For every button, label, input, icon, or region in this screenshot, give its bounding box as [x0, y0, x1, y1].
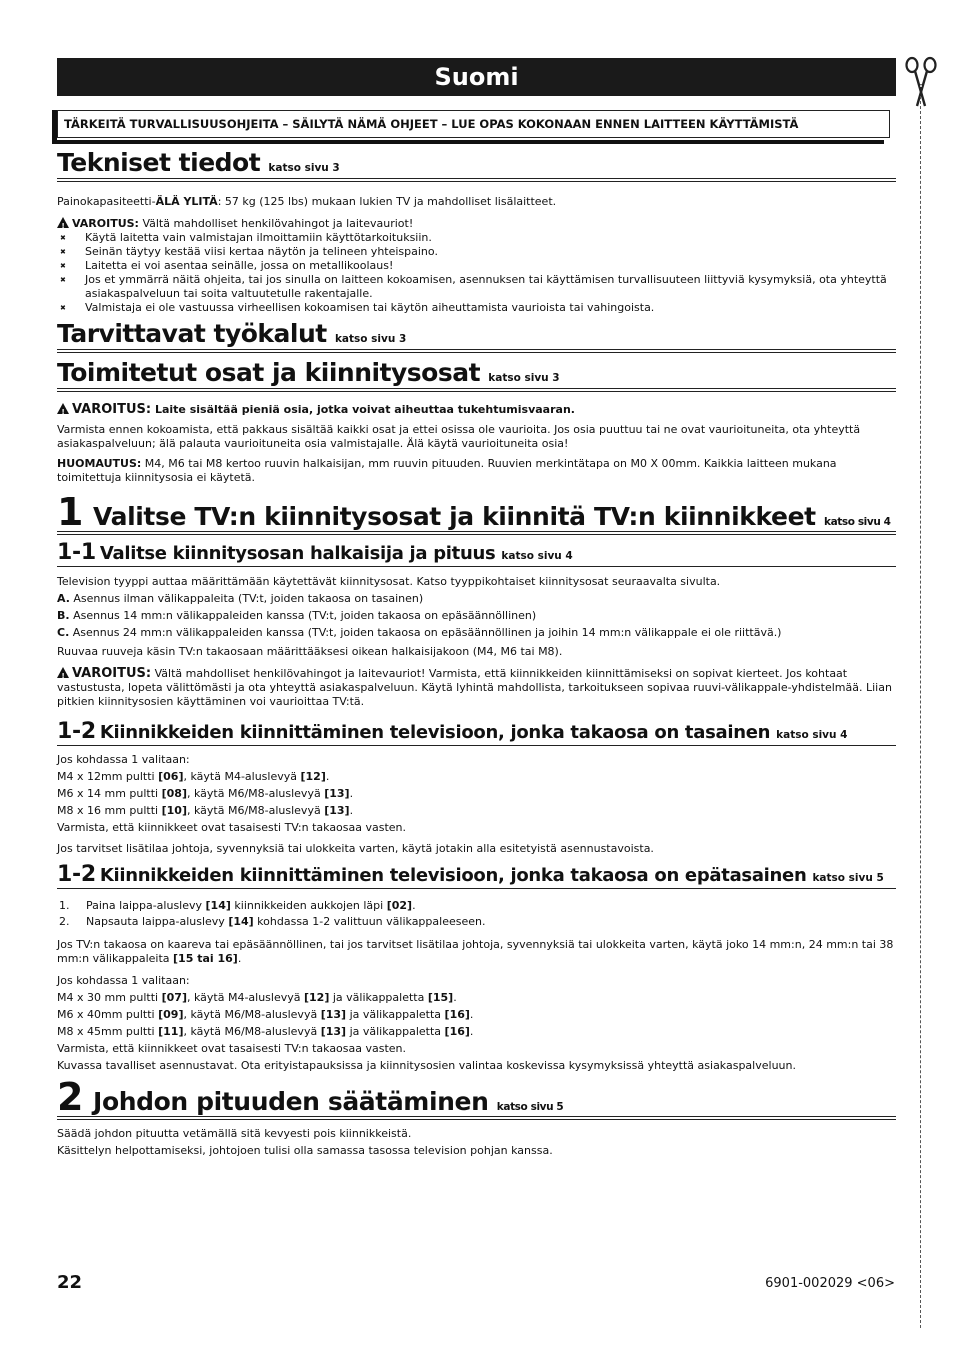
heading-tekniset: Tekniset tiedot katso sivu 3 — [57, 148, 340, 177]
heading-1-1: 1-1 Valitse kiinnitysosan halkaisija ja pituus katso sivu 4 — [57, 540, 896, 567]
option-c: C. Asennus 24 mm:n välikappaleiden kanssa (TV:t, joiden takaosa on epäsäännöllinen ja joihin 14 mm:n välikappale ei ole riittävä.) — [57, 626, 782, 639]
warning-1-1: !VAROITUS: Vältä mahdolliset henkilövahingot ja laitevauriot! Varmista, että kiinnikkeiden kiinnittämiseksi on sopivat kierteet. Jos kohtaat vastustusta, lopeta välittömästi ja ota yhteyttä asiakaspalveluun. Käytä lyhintä mahdollista, tarkoitukseen sopivaa ruuvi-välikappale-yhdistelmää. Liian pitkien kiinnitysosien käyttäminen voi vaurioittaa TV:tä. — [57, 667, 896, 709]
s12b-intro: Jos kohdassa 1 valitaan: — [57, 974, 190, 987]
s11-hand: Ruuvaa ruuveja käsin TV:n takaosaan määrittääksesi oikean halkaisijakoon (M4, M6 tai M8). — [57, 645, 563, 658]
capacity-text: Painokapasiteetti-ÄLÄ YLITÄ: 57 kg (125 lbs) mukaan lukien TV ja mahdolliset lisälaitteet. — [57, 195, 557, 208]
warning-icon — [57, 667, 69, 678]
tekniset-bullets — [57, 231, 896, 315]
step-number: 2 — [57, 1075, 84, 1119]
s12b-check: Varmista, että kiinnikkeet ovat tasaisesti TV:n takaosaa vasten. — [57, 1042, 407, 1055]
list-item: ✖ Valmistaja ei ole vastuussa virheellisen kokoamisen tai käytön aiheuttamista vaurioista tai vahingoista. — [57, 301, 896, 315]
heading-step1: 1 Valitse TV:n kiinnitysosat ja kiinnitä TV:n kiinnikkeet katso sivu 4 — [57, 497, 896, 532]
list-item: ✖ Jos et ymmärrä näitä ohjeita, tai jos sinulla on laitteen kokoamisen, asennuksen tai käyttämisen turvallisuuteen liittyviä kysymyksiä, ota yhteyttä asiakaspalveluun tai soita valtuutetulle rakentajalle. — [57, 273, 896, 301]
note-text: HUOMAUTUS: M4, M6 tai M8 kertoo ruuvin halkaisijan, mm ruuvin pituuden. Ruuvien merkintätapa on M0 X 00mm. Kaikkia laitteen mukana toimitettuja kiinnitysosia ei käytetä. — [57, 457, 837, 484]
page-ref: katso sivu 4 — [824, 516, 891, 528]
s12-extra: Jos tarvitset lisätilaa johtoja, syvennyksiä tai ulokkeita varten, käytä jotakin alla esitetyistä asennustavoista. — [57, 842, 654, 855]
page-number: 22 — [57, 1272, 83, 1293]
list-item: ✖ Seinän täytyy kestää viisi kertaa näytön ja telineen yhteispaino. — [57, 245, 896, 259]
section-toimitetut — [57, 358, 896, 389]
list-item: ✖ Käytä laitetta vain valmistajan ilmoittamiin käyttötarkoituksiin. — [57, 231, 896, 245]
page-ref: katso sivu 5 — [496, 1101, 564, 1113]
list-item: 1. Paina laippa-aluslevy [14] kiinnikkeiden aukkojen läpi [02]. — [59, 899, 416, 912]
page-ref: katso sivu 4 — [776, 729, 848, 741]
bolt-line: M4 x 30 mm pultti [07], käytä M4-aluslevyä [12] ja välikappaletta [15]. — [57, 991, 457, 1004]
option-b: B. Asennus 14 mm:n välikappaleiden kanssa (TV:t, joiden takaosa on epäsäännöllinen) — [57, 609, 537, 622]
heading-1-2-flat: 1-2 Kiinnikkeiden kiinnittäminen televisioon, jonka takaosa on tasainen katso sivu 4 — [57, 719, 896, 746]
safety-notice-text: TÄRKEITÄ TURVALLISUUSOHJEITA – SÄILYTÄ NÄMÄ OHJEET – LUE OPAS KOKONAAN ENNEN LAITTEEN KÄYTTÄMISTÄ — [64, 117, 799, 131]
bolt-line: M6 x 14 mm pultti [08], käytä M6/M8-aluslevyä [13]. — [57, 787, 354, 800]
s12b-steps — [57, 898, 896, 930]
warning-icon — [57, 217, 69, 228]
s12b-curved: Jos TV:n takaosa on kaareva tai epäsäännöllinen, tai jos tarvitset lisätilaa johtoja, syvennyksiä tai ulokkeita varten, käytä joko 14 mm:n, 24 mm:n tai 38 mm:n välikappaleita [15 tai 16]. — [57, 938, 894, 965]
step2-p2: Käsittelyn helpottamiseksi, johtojoen tulisi olla samassa tasossa television pohjan kanssa. — [57, 1144, 553, 1157]
doc-code: 6901-002029 <06> — [765, 1276, 895, 1291]
warning-icon — [57, 403, 69, 414]
s12-check: Varmista, että kiinnikkeet ovat tasaisesti TV:n takaosaa vasten. — [57, 821, 407, 834]
list-item: ✖ Laitetta ei voi asentaa seinälle, jossa on metallikoolaus! — [57, 259, 896, 273]
page-ref: katso sivu 5 — [812, 872, 884, 884]
manual-page — [57, 58, 896, 1159]
heading-toimitetut: Toimitetut osat ja kiinnitysosat katso sivu 3 — [57, 358, 560, 387]
language-title: Suomi — [434, 63, 519, 91]
s12-intro: Jos kohdassa 1 valitaan: — [57, 753, 190, 766]
step-number: 1 — [57, 490, 84, 534]
language-bar — [57, 58, 896, 96]
s12b-typical: Kuvassa tavalliset asennustavat. Ota erityistapauksissa ja kiinnitysosien valintaa koskevissa kysymyksissä yhteyttä asiakaspalveluun. — [57, 1059, 796, 1072]
list-item: 2. Napsauta laippa-aluslevy [14] kohdassa 1-2 valittuun välikappaleeseen. — [59, 915, 486, 928]
bolt-line: M8 x 45mm pultti [11], käytä M6/M8-aluslevyä [13] ja välikappaletta [16]. — [57, 1025, 474, 1038]
section-tarvittavat — [57, 319, 896, 350]
bolt-line: M8 x 16 mm pultti [10], käytä M6/M8-aluslevyä [13]. — [57, 804, 354, 817]
s11-intro: Television tyyppi auttaa määrittämään käytettävät kiinnitysosat. Katso tyyppikohtaiset kiinnitysosat seuraavalta sivulta. — [57, 575, 721, 588]
page-ref: katso sivu 3 — [334, 333, 407, 345]
safety-notice — [53, 110, 896, 142]
scissors-icon — [903, 56, 939, 108]
bolt-line: M6 x 40mm pultti [09], käytä M6/M8-aluslevyä [13] ja välikappaletta [16]. — [57, 1008, 474, 1021]
section-tekniset — [57, 148, 896, 179]
page-ref: katso sivu 3 — [268, 162, 340, 174]
parts-check-text: Varmista ennen kokoamista, että pakkaus sisältää kaikki osat ja ettei osissa ole vaurioita. Jos osia puuttuu tai ne ovat vaurioituneita, ota yhteyttä asiakaspalveluun; älä palauta vaurioituneita osia valmistajalle. Älä käytä vaurioituneita osia! — [57, 423, 861, 450]
step2-p1: Säädä johdon pituutta vetämällä sitä kevyesti pois kiinnikkeistä. — [57, 1127, 412, 1140]
option-a: A. Asennus ilman välikappaleita (TV:t, joiden takaosa on tasainen) — [57, 592, 424, 605]
heading-step2: 2 Johdon pituuden säätäminen katso sivu 5 — [57, 1082, 896, 1117]
heading-1-2-uneven: 1-2 Kiinnikkeiden kiinnittäminen televisioon, jonka takaosa on epätasainen katso sivu 5 — [57, 862, 896, 889]
page-ref: katso sivu 4 — [501, 550, 573, 562]
warning-tekniset: !VAROITUS: Vältä mahdolliset henkilövahingot ja laitevauriot! — [57, 217, 896, 231]
page-ref: katso sivu 3 — [488, 372, 560, 384]
bolt-line: M4 x 12mm pultti [06], käytä M4-aluslevyä [12]. — [57, 770, 330, 783]
heading-tarvittavat: Tarvittavat työkalut katso sivu 3 — [57, 319, 407, 348]
warning-toimitetut: !VAROITUS: Laite sisältää pieniä osia, jotka voivat aiheuttaa tukehtumisvaaran. — [57, 403, 896, 417]
cut-line — [920, 96, 921, 1328]
